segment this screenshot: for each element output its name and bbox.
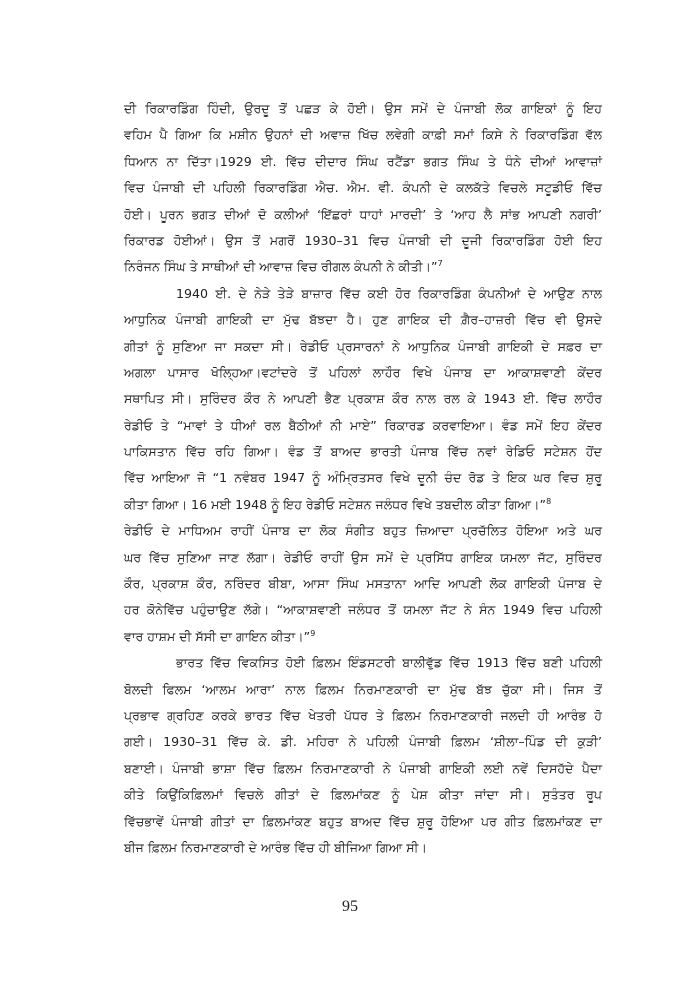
text-line: ਰਿਕਾਰਡ ਹੋਈਆਂ। ਉਸ ਤੋਂ ਮਗਰੋਂ 1930–31 ਵਿਚ ਪੰਜਾਬੀ ਦੀ ਦੂਜੀ ਰਿਕਾਰਡਿੰਗ ਹੋਈ ਇਹ — [124, 232, 602, 248]
text-line: ਅਗਲਾ ਪਾਸਾਰ ਖੋਲ੍ਹਿਆ।ਵਟਾਂਦਰੇ ਤੋਂ ਪਹਿਲਾਂ ਲਾਹੌਰ ਵਿਖੇ ਪੰਜਾਬ ਦਾ ਆਕਾਸ਼ਵਾਣੀ ਕੇਂਦਰ — [124, 364, 602, 380]
text-line: ਪਾਕਿਸਤਾਨ ਵਿੱਚ ਰਹਿ ਗਿਆ। ਵੰਡ ਤੋਂ ਬਾਅਦ ਭਾਰਤੀ ਪੰਜਾਬ ਵਿੱਚ ਨਵਾਂ ਰੇਡਿਓ ਸਟੇਸ਼ਨ ਹੋਂਦ — [124, 444, 602, 460]
line-text: ਕੀਤਾ ਗਿਆ। 16 ਮਈ 1948 ਨੂੰ ਇਹ ਰੇਡੀਓ ਸਟੇਸ਼ਨ ਜਲੰਧਰ ਵਿਖੇ ਤਬਦੀਲ ਕੀਤਾ ਗਿਆ।” — [124, 496, 547, 512]
text-line: ਸਥਾਪਿਤ ਸੀ। ਸੁਰਿੰਦਰ ਕੌਰ ਨੇ ਆਪਣੀ ਭੈਣ ਪ੍ਰਕਾਸ਼ ਕੌਰ ਨਾਲ ਰਲ ਕੇ 1943 ਈ. ਵਿੱਚ ਲਾਹੌਰ — [124, 391, 602, 407]
text-line: 1940 ਈ. ਦੇ ਨੇੜੇ ਤੇੜੇ ਬਾਜ਼ਾਰ ਵਿੱਚ ਕਈ ਹੋਰ ਰਿਕਾਰਡਿੰਗ ਕੰਪਨੀਆਂ ਦੇ ਆਉਣ ਨਾਲ — [176, 285, 602, 301]
text-line: ਹੋਈ। ਪੂਰਨ ਭਗਤ ਦੀਆਂ ਦੋ ਕਲੀਆਂ ‘ਇੱਛਰਾਂ ਧਾਹਾਂ ਮਾਰਦੀ’ ਤੇ ‘ਆਹ ਲੈ ਸਾਂਭ ਆਪਣੀ ਨਗਰੀ’ — [124, 206, 602, 222]
text-line: ਕੀਤੇ ਕਿਉਂਕਿਫ਼ਿਲਮਾਂ ਵਿਚਲੇ ਗੀਤਾਂ ਦੇ ਫ਼ਿਲਮਾਂਕਣ ਨੂੰ ਪੇਸ਼ ਕੀਤਾ ਜਾਂਦਾ ਸੀ। ਸੁਤੰਤਰ ਰੂਪ — [124, 787, 602, 803]
text-line: ਬਣਾਈ। ਪੰਜਾਬੀ ਭਾਸ਼ਾ ਵਿੱਚ ਫ਼ਿਲਮ ਨਿਰਮਾਣਕਾਰੀ ਨੇ ਪੰਜਾਬੀ ਗਾਇਕੀ ਲਈ ਨਵੇਂ ਦਿਸਹੱਦੇ ਪੈਦਾ — [124, 760, 602, 776]
text-line: ਕੌਰ, ਪ੍ਰਕਾਸ਼ ਕੌਰ, ਨਰਿੰਦਰ ਬੀਬਾ, ਆਸਾ ਸਿੰਘ ਮਸਤਾਨਾ ਆਦਿ ਆਪਣੀ ਲੋਕ ਗਾਇਕੀ ਪੰਜਾਬ ਦੇ — [124, 576, 602, 592]
footnote-marker: 8 — [546, 496, 552, 506]
text-line — [124, 624, 602, 650]
text-line: ਵਿੱਚ ਆਇਆ ਜੋ “1 ਨਵੰਬਰ 1947 ਨੂੰ ਅੰਮ੍ਰਿਤਸਰ ਵਿਖੇ ਦੂਨੀ ਚੰਦ ਰੋਡ ਤੇ ਇਕ ਘਰ ਵਿਚ ਸ਼ੁਰੂ — [124, 470, 602, 486]
text-line — [124, 254, 602, 280]
line-text: ਨਿਰੰਜਨ ਸਿੰਘ ਤੇ ਸਾਥੀਆਂ ਦੀ ਆਵਾਜ਼ ਵਿਚ ਰੀਗਲ ਕੰਪਨੀ ਨੇ ਕੀਤੀ।” — [124, 259, 438, 275]
text-line: ਹਰ ਕੋਨੇਵਿੱਚ ਪਹੁੰਚਾਉਣ ਲੱਗੇ। “ਆਕਾਸ਼ਵਾਣੀ ਜਲੰਧਰ ਤੋਂ ਯਮਲਾ ਜੱਟ ਨੇ ਸੰਨ 1949 ਵਿਚ ਪਹਿਲੀ — [124, 602, 602, 618]
text-line: ਵਿੱਚਭਾਵੇਂ ਪੰਜਾਬੀ ਗੀਤਾਂ ਦਾ ਫ਼ਿਲਮਾਂਕਣ ਬਹੁਤ ਬਾਅਦ ਵਿੱਚ ਸ਼ੁਰੂ ਹੋਇਆ ਪਰ ਗੀਤ ਫ਼ਿਲਮਾਂਕਣ ਦਾ — [124, 813, 602, 829]
footnote-marker: 7 — [437, 259, 443, 269]
text-line: ਰੇਡੀਓ ਤੇ “ਮਾਵਾਂ ਤੇ ਧੀਆਂ ਰਲ ਬੈਠੀਆਂ ਨੀ ਮਾਏ” ਰਿਕਾਰਡ ਕਰਵਾਇਆ। ਵੰਡ ਸਮੇਂ ਇਹ ਕੇਂਦਰ — [124, 417, 602, 433]
text-line: ਧਿਆਨ ਨਾ ਦਿੱਤਾ।1929 ਈ. ਵਿੱਚ ਦੀਦਾਰ ਸਿੰਘ ਰਟੈਂਡਾ ਭਗਤ ਸਿੰਘ ਤੇ ਧੰਨੇ ਦੀਆਂ ਆਵਾਜ਼ਾਂ — [124, 153, 602, 169]
text-line: ਘਰ ਵਿੱਚ ਸੁਣਿਆ ਜਾਣ ਲੱਗਾ। ਰੇਡੀਓ ਰਾਹੀਂ ਉਸ ਸਮੇਂ ਦੇ ਪ੍ਰਸਿੱਧ ਗਾਇਕ ਯਮਲਾ ਜੱਟ, ਸੁਰਿੰਦਰ — [124, 549, 602, 565]
text-line: ਰੇਡੀਓ ਦੇ ਮਾਧਿਅਮ ਰਾਹੀਂ ਪੰਜਾਬ ਦਾ ਲੋਕ ਸੰਗੀਤ ਬਹੁਤ ਜ਼ਿਆਦਾ ਪ੍ਰਚੱਲਿਤ ਹੋਇਆ ਅਤੇ ਘਰ — [124, 523, 602, 539]
text-line: ਵਿਚ ਪੰਜਾਬੀ ਦੀ ਪਹਿਲੀ ਰਿਕਾਰਡਿੰਗ ਐਚ. ਐਮ. ਵੀ. ਕੰਪਨੀ ਦੇ ਕਲਕੱਤੇ ਵਿਚਲੇ ਸਟੂਡੀਓ ਵਿੱਚ — [124, 180, 602, 196]
text-line: ਗਈ। 1930–31 ਵਿੱਚ ਕੇ. ਡੀ. ਮਹਿਰਾ ਨੇ ਪਹਿਲੀ ਪੰਜਾਬੀ ਫ਼ਿਲਮ ‘ਸ਼ੀਲਾ–ਪਿੰਡ ਦੀ ਕੁੜੀ’ — [124, 734, 602, 750]
text-line: ਵਹਿਮ ਪੈ ਗਿਆ ਕਿ ਮਸ਼ੀਨ ਉਹਨਾਂ ਦੀ ਅਵਾਜ਼ ਖਿੱਚ ਲਵੇਗੀ ਕਾਫ਼ੀ ਸਮਾਂ ਕਿਸੇ ਨੇ ਰਿਕਾਰਡਿੰਗ ਵੱਲ — [124, 127, 602, 143]
text-line: ਦੀ ਰਿਕਾਰਡਿੰਗ ਹਿੰਦੀ, ਉਰਦੂ ਤੋਂ ਪਛੜ ਕੇ ਹੋਈ। ਉਸ ਸਮੇਂ ਦੇ ਪੰਜਾਬੀ ਲੋਕ ਗਾਇਕਾਂ ਨੂੰ ਇਹ — [124, 101, 602, 116]
text-line: ਬੋਲਦੀ ਫਿਲਮ ‘ਆਲਮ ਆਰਾ’ ਨਾਲ ਫ਼ਿਲਮ ਨਿਰਮਾਣਕਾਰੀ ਦਾ ਮੁੱਢ ਬੱਝ ਚੁੱਕਾ ਸੀ। ਜਿਸ ਤੋਂ — [124, 681, 602, 697]
page-number: 95 — [342, 898, 358, 915]
text-line: ਗੀਤਾਂ ਨੂੰ ਸੁਣਿਆ ਜਾ ਸਕਦਾ ਸੀ। ਰੇਡੀਓ ਪ੍ਰਸਾਰਨਾਂ ਨੇ ਆਧੁਨਿਕ ਪੰਜਾਬੀ ਗਾਇਕੀ ਦੇ ਸਫ਼ਰ ਦਾ — [124, 338, 602, 354]
text-line: ਭਾਰਤ ਵਿੱਚ ਵਿਕਸਿਤ ਹੋਈ ਫ਼ਿਲਮ ਇੰਡਸਟਰੀ ਬਾਲੀਵੁੱਡ ਵਿੱਚ 1913 ਵਿੱਚ ਬਣੀ ਪਹਿਲੀ — [176, 655, 602, 671]
body-text — [124, 96, 602, 861]
text-line: ਆਧੁਨਿਕ ਪੰਜਾਬੀ ਗਾਇਕੀ ਦਾ ਮੁੱਢ ਬੱਝਦਾ ਹੈ। ਹੁਣ ਗਾਇਕ ਦੀ ਗ਼ੈਰ–ਹਾਜ਼ਰੀ ਵਿੱਚ ਵੀ ਉਸਦੇ — [124, 312, 602, 328]
text-line — [124, 492, 602, 518]
line-text: ਵਾਰ ਹਾਸ਼ਮ ਦੀ ਸੱਸੀ ਦਾ ਗਾਇਨ ਕੀਤਾ।” — [124, 628, 311, 644]
text-line: ਪ੍ਰਭਾਵ ਗ੍ਰਹਿਣ ਕਰਕੇ ਭਾਰਤ ਵਿੱਚ ਖੇਤਰੀ ਪੱਧਰ ਤੇ ਫ਼ਿਲਮ ਨਿਰਮਾਣਕਾਰੀ ਜਲਦੀ ਹੀ ਆਰੰਭ ਹੋ — [124, 707, 602, 723]
footnote-marker: 9 — [310, 628, 316, 638]
text-line: ਬੀਜ ਫ਼ਿਲਮ ਨਿਰਮਾਣਕਾਰੀ ਦੇ ਆਰੰਭ ਵਿੱਚ ਹੀ ਬੀਜਿਆ ਗਿਆ ਸੀ। — [124, 839, 427, 855]
